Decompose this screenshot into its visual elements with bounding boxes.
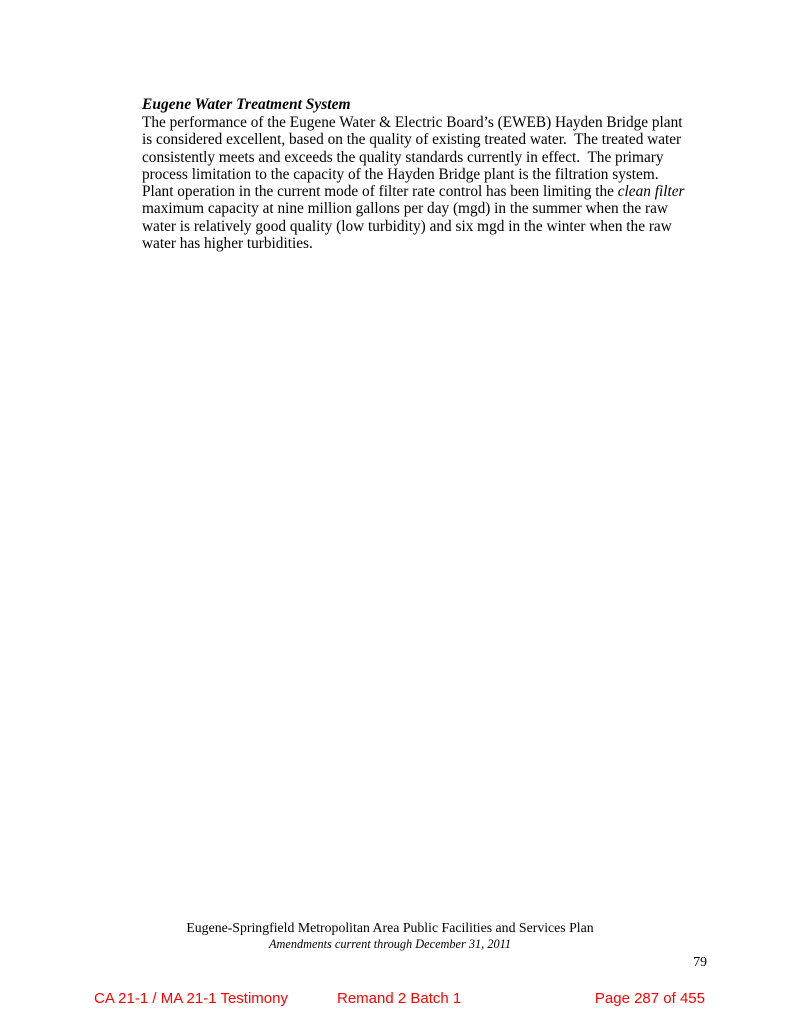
paragraph-line: The performance of the Eugene Water & Electric Board’s (EWEB) Hayden Bridge plant	[142, 114, 683, 131]
bates-stamp-page-label: Page 287 of 455	[594, 990, 705, 1007]
paragraph-line: consistently meets and exceeds the quality standards currently in effect. The primary	[142, 148, 664, 166]
paragraph-line: is considered excellent, based on the quality of existing treated water. The treated water	[142, 131, 682, 149]
paragraph-line-normal-text: Plant operation in the current mode of filter rate control has been limiting the	[142, 183, 618, 201]
bates-stamp-batch-label: Remand 2 Batch 1	[337, 990, 462, 1007]
bates-stamp-row	[0, 990, 800, 1010]
paragraph-line: water is relatively good quality (low turbidity) and six mgd in the winter when the raw	[142, 217, 672, 235]
footer-plan-title: Eugene-Springfield Metropolitan Area Public Facilities and Services Plan	[186, 920, 594, 935]
footer-amendments-note: Amendments current through December 31, 2011	[268, 937, 512, 951]
main-text-block	[142, 96, 684, 252]
page-number: 79	[693, 954, 707, 969]
page-footer	[0, 919, 780, 952]
paragraph-line	[142, 183, 684, 200]
section-heading: Eugene Water Treatment System	[142, 96, 351, 113]
bates-stamp-testimony-label: CA 21-1 / MA 21-1 Testimony	[94, 990, 288, 1007]
paragraph-line: maximum capacity at nine million gallons per day (mgd) in the summer when the raw	[142, 200, 668, 218]
paragraph-line: water has higher turbidities.	[142, 235, 313, 253]
paragraph-line-italic-text: clean filter	[617, 183, 685, 201]
paragraph-line: process limitation to the capacity of the Hayden Bridge plant is the filtration system.	[142, 165, 659, 183]
